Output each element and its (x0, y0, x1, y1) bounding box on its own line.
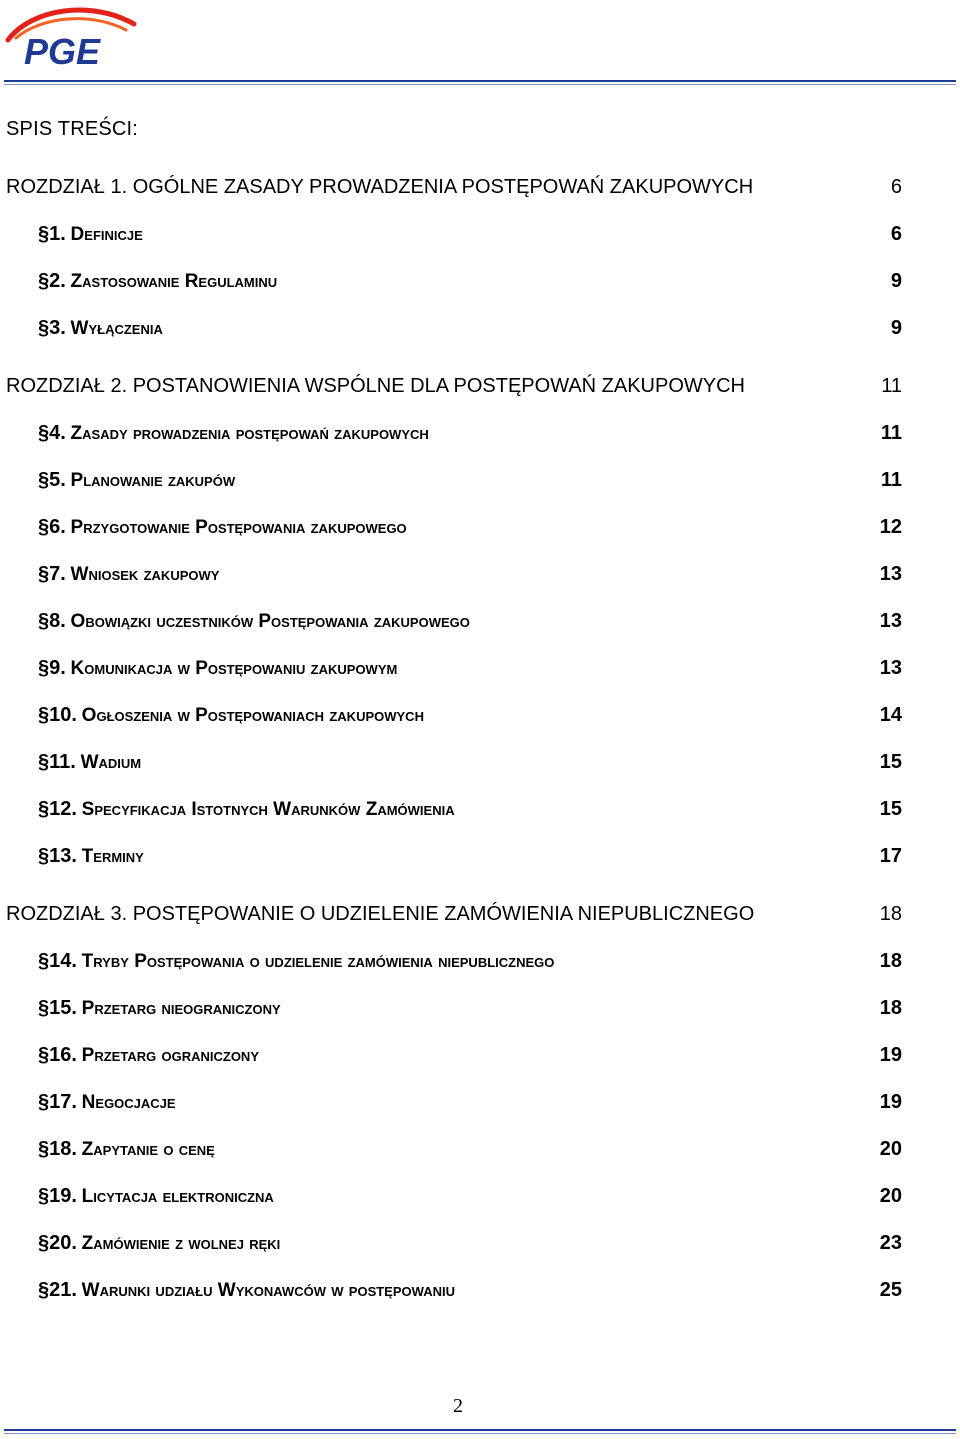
toc-section-title: Zamówienie z wolnej ręki (81, 1233, 281, 1254)
toc-section-entry[interactable] (0, 419, 960, 447)
toc-page-number: 14 (879, 704, 902, 726)
logo-text: PGE (24, 31, 101, 72)
toc-section-entry[interactable] (0, 1088, 960, 1116)
toc-section-label (38, 795, 455, 824)
toc-page-number: 20 (879, 1185, 902, 1207)
toc-section-number: §2. (38, 270, 66, 292)
toc-section-title: Ogłoszenia w Postępowaniach zakupowych (81, 705, 424, 726)
toc-section-label (38, 1135, 215, 1164)
toc-section-title: Przygotowanie Postępowania zakupowego (70, 517, 407, 538)
toc-section-entry[interactable] (0, 560, 960, 588)
toc-section-entry[interactable] (0, 1041, 960, 1069)
toc-section-label (38, 654, 397, 683)
page-number: 2 (453, 1395, 463, 1417)
pge-logo (2, 2, 138, 78)
toc-section-label (38, 314, 163, 343)
toc-section-entry[interactable] (0, 795, 960, 823)
page-header (0, 0, 960, 84)
toc-section-entry[interactable] (0, 1182, 960, 1210)
toc-section-number: §1. (38, 223, 66, 245)
header-rule-thin (4, 84, 956, 85)
toc-page-number: 13 (879, 657, 902, 679)
toc-section-title: Przetarg ograniczony (81, 1045, 259, 1066)
toc-section-entry[interactable] (0, 842, 960, 870)
toc-section-number: §7. (38, 563, 66, 585)
toc-section-label (38, 220, 143, 249)
toc-section-number: §8. (38, 610, 66, 632)
toc-section-number: §6. (38, 516, 66, 538)
toc-section-label (38, 947, 554, 976)
toc-chapter-label: ROZDZIAŁ 2. POSTANOWIENIA WSPÓLNE DLA POSTĘPOWAŃ ZAKUPOWYCH (6, 375, 746, 397)
toc-section-title: Planowanie zakupów (70, 470, 236, 491)
toc-section-number: §20. (38, 1232, 77, 1254)
toc-section-number: §21. (38, 1279, 77, 1301)
toc-section-label (38, 513, 407, 542)
toc-page-number: 11 (880, 422, 902, 444)
toc-section-number: §5. (38, 469, 66, 491)
toc-section-title: Tryby Postępowania o udzielenie zamówienia niepublicznego (81, 951, 555, 972)
toc-page-number: 15 (879, 751, 902, 773)
toc-page-number: 15 (879, 798, 902, 820)
footer-rule-thin (4, 1433, 956, 1434)
toc-section-number: §4. (38, 422, 66, 444)
toc-page-number: 18 (879, 903, 902, 925)
toc-chapter-entry[interactable] (0, 173, 960, 201)
toc-section-title: Zastosowanie Regulaminu (70, 271, 278, 292)
toc-section-entry[interactable] (0, 1135, 960, 1163)
toc-section-title: Komunikacja w Postępowaniu zakupowym (70, 658, 398, 679)
toc-chapter-label: ROZDZIAŁ 3. POSTĘPOWANIE O UDZIELENIE ZAMÓWIENIA NIEPUBLICZNEGO (6, 903, 755, 925)
toc-section-label (38, 1276, 455, 1305)
toc-section-number: §10. (38, 704, 77, 726)
toc-section-number: §12. (38, 798, 77, 820)
toc-page-number: 20 (879, 1138, 902, 1160)
toc-section-label (38, 842, 144, 871)
toc-page-number: 6 (890, 223, 902, 245)
toc-page-number: 23 (879, 1232, 902, 1254)
toc-section-entry[interactable] (0, 466, 960, 494)
toc-page-number: 13 (879, 610, 902, 632)
toc-section-number: §9. (38, 657, 66, 679)
toc-section-number: §14. (38, 950, 77, 972)
toc-section-title: Wyłączenia (70, 318, 163, 339)
toc-section-entry[interactable] (0, 513, 960, 541)
toc-section-title: Warunki udziału Wykonawców w postępowaniu (81, 1280, 455, 1301)
toc-section-entry[interactable] (0, 1276, 960, 1304)
toc-page-number: 11 (881, 375, 902, 397)
toc-section-number: §16. (38, 1044, 77, 1066)
toc-section-label (38, 607, 470, 636)
toc-section-entry[interactable] (0, 314, 960, 342)
toc-page-number: 19 (879, 1091, 902, 1113)
toc-section-label (38, 1088, 176, 1117)
toc-page-number: 6 (890, 176, 902, 198)
footer-rule (4, 1429, 956, 1431)
toc-section-number: §3. (38, 317, 66, 339)
toc-page-number: 17 (879, 845, 902, 867)
toc-section-title: Przetarg nieograniczony (81, 998, 281, 1019)
toc-section-label (38, 466, 235, 495)
toc-section-entry[interactable] (0, 1229, 960, 1257)
toc-section-number: §11. (38, 751, 76, 773)
toc-section-entry[interactable] (0, 947, 960, 975)
toc-section-title: Licytacja elektroniczna (81, 1186, 274, 1207)
toc-section-title: Zasady prowadzenia postępowań zakupowych (70, 423, 429, 444)
toc-page-number: 12 (879, 516, 902, 538)
toc-section-entry[interactable] (0, 701, 960, 729)
toc-section-entry[interactable] (0, 748, 960, 776)
toc-section-title: Negocjacje (81, 1092, 176, 1113)
toc-section-label (38, 267, 277, 296)
toc-section-label (38, 994, 281, 1023)
header-rule (4, 80, 956, 82)
toc-page-number: 9 (890, 270, 902, 292)
toc-section-title: Definicje (70, 224, 143, 245)
toc-section-label (38, 748, 141, 777)
toc-section-label (38, 1229, 280, 1258)
toc-page-number: 19 (879, 1044, 902, 1066)
toc-section-number: §15. (38, 997, 77, 1019)
toc-page-number: 13 (879, 563, 902, 585)
toc-section-label (38, 560, 219, 589)
toc-section-entry[interactable] (0, 654, 960, 682)
toc-section-number: §18. (38, 1138, 77, 1160)
toc-section-number: §19. (38, 1185, 77, 1207)
toc-section-entry[interactable] (0, 607, 960, 635)
toc-page-number: 9 (890, 317, 902, 339)
toc-chapter-entry[interactable] (0, 372, 960, 400)
toc-section-number: §17. (38, 1091, 77, 1113)
toc-page-number: 11 (880, 469, 902, 491)
toc-page-number: 25 (879, 1279, 902, 1301)
toc-chapter-entry[interactable] (0, 900, 960, 928)
toc-section-title: Wniosek zakupowy (70, 564, 220, 585)
toc-section-label (38, 701, 424, 730)
toc-section-title: Wadium (80, 752, 142, 773)
toc-chapter-label: ROZDZIAŁ 1. OGÓLNE ZASADY PROWADZENIA POSTĘPOWAŃ ZAKUPOWYCH (6, 176, 754, 198)
toc-section-entry[interactable] (0, 267, 960, 295)
toc-page-number: 18 (879, 950, 902, 972)
toc-section-number: §13. (38, 845, 77, 867)
toc-title: SPIS TREŚCI: (6, 118, 139, 140)
toc-page-number: 18 (879, 997, 902, 1019)
toc-section-title: Obowiązki uczestników Postępowania zakupowego (70, 611, 470, 632)
toc-section-entry[interactable] (0, 994, 960, 1022)
toc-section-label (38, 1041, 259, 1070)
toc-section-entry[interactable] (0, 220, 960, 248)
toc-section-label (38, 419, 429, 448)
toc-section-label (38, 1182, 274, 1211)
toc-section-title: Zapytanie o cenę (81, 1139, 215, 1160)
toc-section-title: Terminy (81, 846, 144, 867)
toc-section-title: Specyfikacja Istotnych Warunków Zamówienia (81, 799, 455, 820)
